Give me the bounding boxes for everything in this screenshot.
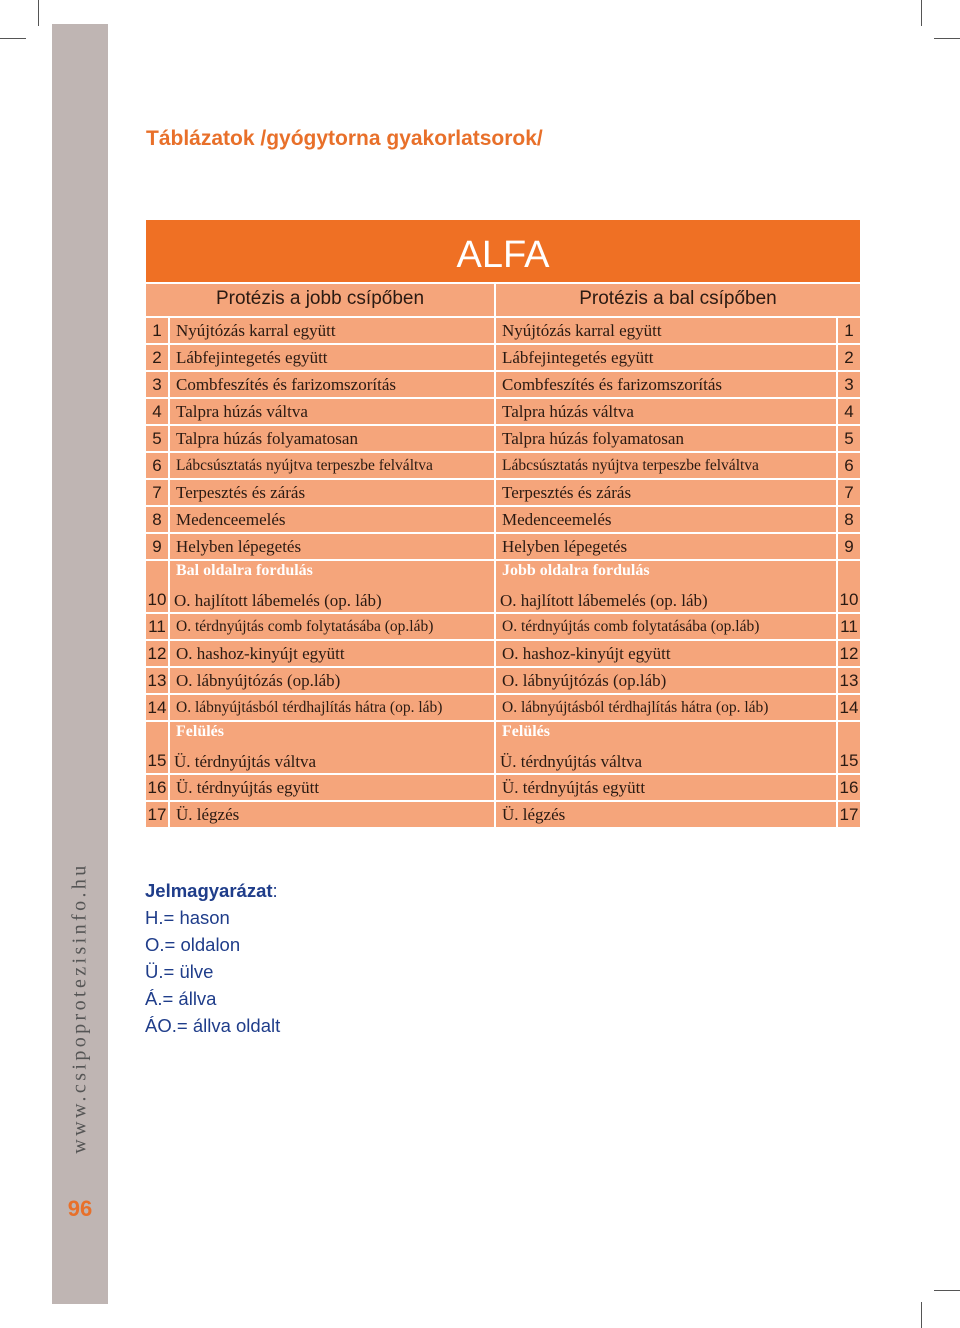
right-exercise-cell: Ü. térdnyújtás együtt [496,775,836,800]
right-exercise-cell: Talpra húzás váltva [496,399,836,424]
left-exercise-cell: O. lábnyújtásból térdhajlítás hátra (op. láb) [170,695,494,720]
legend-title: Jelmagyarázat: [145,880,278,901]
row-number-left: 4 [146,399,168,424]
right-exercise-cell: Talpra húzás folyamatosan [496,426,836,451]
row-number-left: 2 [146,345,168,370]
row-number-right: 9 [838,534,860,559]
crop-mark [921,1302,922,1328]
row-number-right: 7 [838,480,860,505]
left-exercise-cell [170,561,494,612]
row-number-left: 13 [146,668,168,693]
left-exercise-cell: Nyújtózás karral együtt [170,318,494,343]
left-exercise-cell: Talpra húzás váltva [170,399,494,424]
legend [145,877,280,1039]
row-number-left: 11 [146,614,168,639]
row-number-right: 1 [838,318,860,343]
row-number-right: 2 [838,345,860,370]
left-exercise-cell: Medenceemelés [170,507,494,532]
row-number-left: 8 [146,507,168,532]
row-number-right: 14 [838,695,860,720]
row-number-left: 12 [146,641,168,666]
row-number-left: 1 [146,318,168,343]
crop-mark [0,38,26,39]
left-exercise-cell: O. térdnyújtás comb folytatásába (op.láb) [170,614,494,639]
left-column-header: Protézis a jobb csípőben [146,284,494,316]
row-number-left: 3 [146,372,168,397]
right-exercise-cell: Ü. légzés [496,802,836,827]
left-exercise-cell: Terpesztés és zárás [170,480,494,505]
left-exercise-cell: Ü. térdnyújtás együtt [170,775,494,800]
legend-item: Ü.= ülve [145,961,214,982]
side-website-url: www.csipoprotezisinfo.hu [68,862,91,1154]
left-exercise-cell: O. hashoz-kinyújt együtt [170,641,494,666]
page-title: Táblázatok /gyógytorna gyakorlatsorok/ [146,127,543,150]
row-number-right: 16 [838,775,860,800]
row-number-right: 10 [838,561,860,612]
right-exercise-cell: O. hashoz-kinyújt együtt [496,641,836,666]
right-exercise-cell: Medenceemelés [496,507,836,532]
left-exercise-cell: Ü. légzés [170,802,494,827]
legend-item: Á.= állva [145,988,217,1009]
row-number-left: 6 [146,453,168,478]
row-number-right: 13 [838,668,860,693]
row-number-right: 12 [838,641,860,666]
right-exercise-cell: O. térdnyújtás comb folytatásába (op.láb) [496,614,836,639]
right-exercise-cell: Terpesztés és zárás [496,480,836,505]
left-exercise-cell: Lábcsúsztatás nyújtva terpeszbe felváltva [170,453,494,478]
right-exercise-cell: Helyben lépegetés [496,534,836,559]
crop-mark [921,0,922,26]
row-number-left: 17 [146,802,168,827]
left-exercise-cell: Lábfejintegetés együtt [170,345,494,370]
row-number-right: 17 [838,802,860,827]
legend-item: H.= hason [145,907,230,928]
section-label: Felülés [502,723,550,740]
row-number-right: 3 [838,372,860,397]
exercise-text: Ü. térdnyújtás váltva [500,752,643,771]
table-title: ALFA [146,220,860,282]
left-exercise-cell: O. lábnyújtózás (op.láb) [170,668,494,693]
row-number-right: 6 [838,453,860,478]
row-number-right: 11 [838,614,860,639]
crop-mark [38,0,39,26]
right-exercise-cell: O. lábnyújtásból térdhajlítás hátra (op. láb) [496,695,836,720]
row-number-left: 10 [146,561,168,612]
right-exercise-cell: Combfeszítés és farizomszorítás [496,372,836,397]
left-exercise-cell [170,722,494,773]
row-number-right: 15 [838,722,860,773]
left-exercise-cell: Helyben lépegetés [170,534,494,559]
left-exercise-cell: Combfeszítés és farizomszorítás [170,372,494,397]
right-column-header: Protézis a bal csípőben [496,284,860,316]
row-number-left: 14 [146,695,168,720]
row-number-right: 4 [838,399,860,424]
right-exercise-cell: Lábfejintegetés együtt [496,345,836,370]
section-label: Felülés [176,723,224,740]
row-number-left: 16 [146,775,168,800]
row-number-left: 5 [146,426,168,451]
crop-mark [934,1290,960,1291]
row-number-left: 9 [146,534,168,559]
section-label: Jobb oldalra fordulás [502,562,650,579]
exercise-text: O. hajlított lábemelés (op. láb) [174,591,382,610]
right-exercise-cell [496,722,836,773]
legend-item: ÁO.= állva oldalt [145,1015,281,1036]
crop-mark [934,38,960,39]
left-exercise-cell: Talpra húzás folyamatosan [170,426,494,451]
row-number-right: 5 [838,426,860,451]
section-label: Bal oldalra fordulás [176,562,313,579]
row-number-right: 8 [838,507,860,532]
right-exercise-cell: Nyújtózás karral együtt [496,318,836,343]
right-exercise-cell: O. lábnyújtózás (op.láb) [496,668,836,693]
page-number: 96 [67,1196,93,1221]
row-number-left: 15 [146,722,168,773]
exercise-text: Ü. térdnyújtás váltva [174,752,317,771]
exercise-text: O. hajlított lábemelés (op. láb) [500,591,708,610]
legend-item: O.= oldalon [145,934,241,955]
row-number-left: 7 [146,480,168,505]
right-exercise-cell: Lábcsúsztatás nyújtva terpeszbe felváltva [496,453,836,478]
exercise-table [145,219,861,845]
right-exercise-cell [496,561,836,612]
